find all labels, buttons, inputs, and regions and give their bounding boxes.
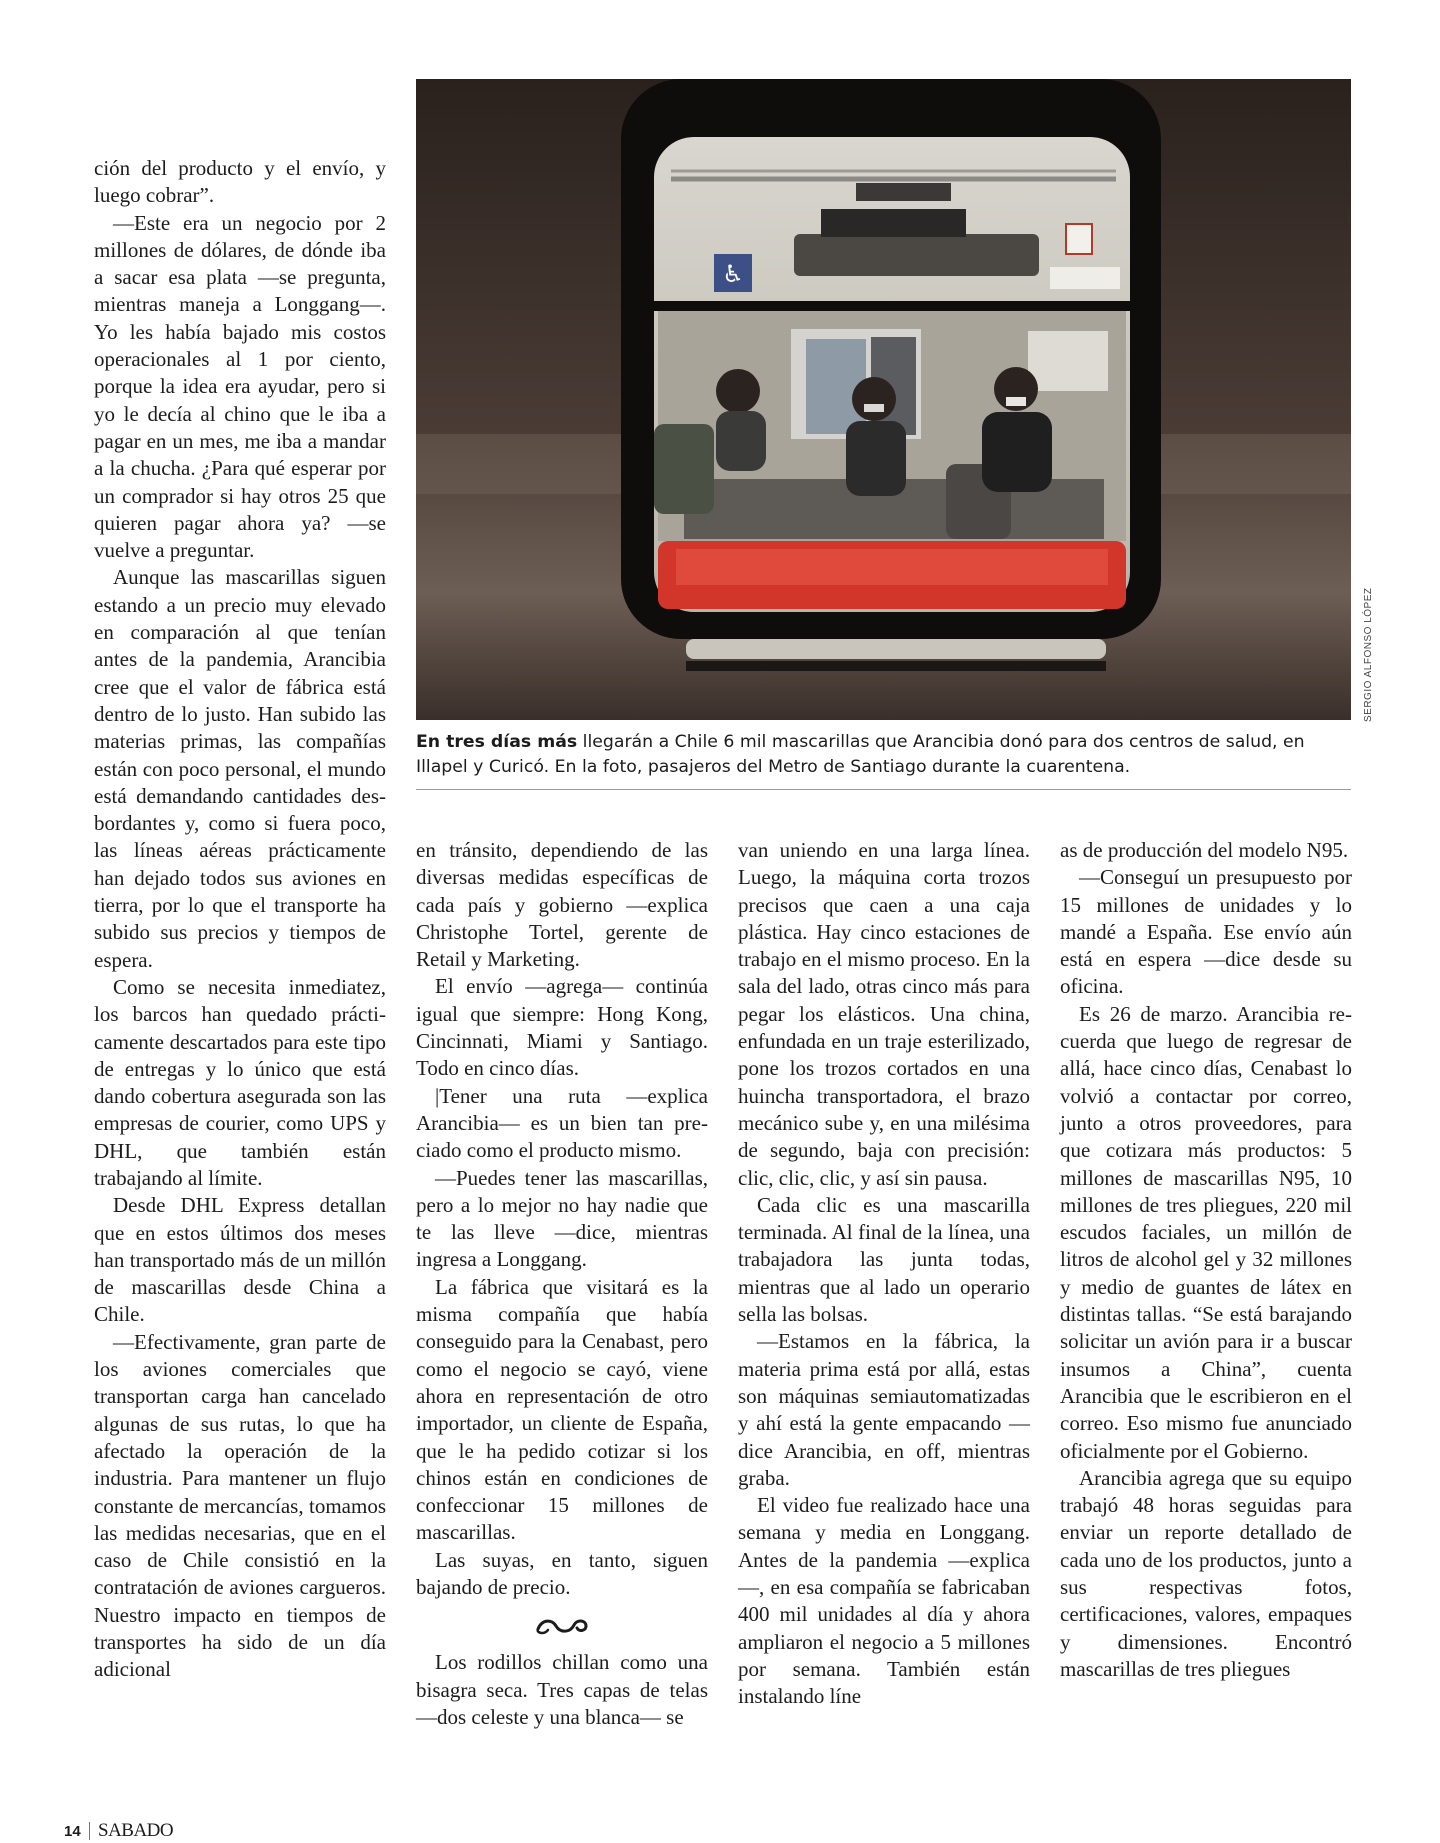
paragraph: Como se necesita inmediatez, los barcos han quedado prácticamente descartados para este tipo de entregas y lo único que está dando cobertura asegurada son las empresas de courier, como UPS y DHL, que también están trabajando al límite. [94,974,386,1190]
paragraph: —Efectivamente, gran parte de los aviones comerciales que transportan carga han cancelado algunas de sus rutas, lo que ha afectado la operación de la industria. Para mantener un flujo constante de mercancías, tomamos las medidas necesarias, que en el caso de Chile consistió en la contratación de aviones cargueros. Nuestro impacto en tiempos de transportes ha sido de un día adicional [94,1329,386,1682]
paragraph: Desde DHL Express detallan que en estos últimos dos meses han transportado más de un millón de mascarillas desde China a Chile. [94,1193,386,1327]
paragraph: |Tener una ruta —explica Arancibia— es un bien tan preciado como el producto mismo. [416,1083,708,1163]
paragraph: as de producción del modelo N95. [1060,838,1349,862]
page-number: 14 [64,1823,81,1840]
paragraph: Cada clic es una mascarilla terminada. Al final de la línea, una trabajadora las junta todas, mientras que al lado un operario sella las bolsas. [738,1192,1030,1327]
paragraph: La fábrica que visitará es la misma compañía que había conseguido para la Cenabast, pero como el negocio se cayó, viene ahora en representación de otro importador, un cliente de España, que le ha pedido cotizar si los chinos están en condiciones de confeccionar 15 millones de mascarillas. [416,1274,708,1545]
paragraph: —Este era un negocio por 2 millones de dólares, de dónde iba a sacar esa plata —se pregunta, mientras maneja a Longgang—. Yo les había bajado mis costos operacionales al 1 por ciento, porque la idea era ayudar, pero si yo le decía al chino que le iba a pagar en un mes, me iba a mandar a la chucha. ¿Para qué esperar por un comprador si hay otros 25 que quieren pagar ahora ya? —se vuelve a preguntar. [94,210,386,563]
article-column-3 [738,837,1030,1711]
svg-text:♿: ♿ [722,260,744,288]
paragraph: El envío —agrega— continúa igual que siempre: Hong Kong, Cincinnati, Miami y Santiago. Todo en cinco días. [416,974,708,1081]
photo-credit: SERGIO ALFONSO LÓPEZ [1363,587,1374,722]
paragraph: —Estamos en la fábrica, la materia prima está por allá, estas son máquinas semiautomatizadas y ahí está la gente empacando —dice Arancibia, en off, mientras graba. [738,1329,1030,1490]
paragraph: Arancibia agrega que su equipo trabajó 48 horas seguidas para enviar un reporte detallado de cada uno de los productos, junto a sus respectivas fotos, certificaciones, valores, empaques y dimensiones. Encontró mascarillas de tres pliegues [1060,1465,1352,1681]
section-ornament-icon [416,1615,708,1637]
paragraph: en tránsito, dependiendo de las diversas medidas específicas de cada país y gobierno —explica Christophe Tortel, gerente de Retail y Marketing. [416,838,708,972]
article-column-1 [94,155,386,1684]
magazine-logo: SABADO [98,1820,174,1841]
paragraph: Aunque las mascarillas siguen estando a un precio muy elevado en comparación al que tenían antes de la pandemia, Arancibia cree que el valor de fábrica está dentro de lo justo. Han subido las materias primas, las compañías están con poco personal, el mundo está demandando cantidades desbordantes y, como si fuera poco, las líneas aéreas prácticamente han dejado todos sus aviones en tierra, por lo que el transporte ha subido sus precios y tiempos de espera. [94,565,386,972]
metro-photo [416,79,1351,720]
paragraph: —Puedes tener las mascarillas, pero a lo mejor no hay nadie que te las lleve —dice, mientras ingresa a Longgang. [416,1165,708,1272]
paragraph: El video fue realizado hace una semana y media en Longgang. Antes de la pandemia —explica—, en esa compañía se fabricaban 400 mil unidades al día y ahora ampliaron el negocio a 5 millones por semana. También están instalando líne [738,1493,1030,1709]
paragraph: —Conseguí un presupuesto por 15 millones de unidades y lo mandé a España. Ese envío aún está en espera —dice desde su oficina. [1060,865,1352,999]
article-column-4 [1060,837,1352,1683]
caption-lead: En tres días más [416,732,578,752]
paragraph: ción del producto y el envío, y luego cobrar”. [94,156,386,208]
paragraph: Es 26 de marzo. Arancibia recuerda que luego de regresar de allá, hace cinco días, Cenabast lo volvió a contactar por correo, junto a otros proveedores, para que cotizara más productos: 5 millones de mascarillas N95, 10 millones de tres pliegues, 220 mil escudos faciales, un millón de litros de alcohol gel y 32 millones y medio de guantes de látex en distintas tallas. “Se está barajando solicitar un avión para ir a buscar insumos a China”, cuenta Arancibia que le escribieron en el correo. Eso mismo fue anunciado oficialmente por el Gobierno. [1060,1001,1352,1463]
caption-divider [416,789,1351,790]
footer-divider [89,1822,90,1840]
caption-text: llegarán a Chile 6 mil mascarillas que Arancibia donó para dos centros de salud, en Illapel y Curicó. En la foto, pasajeros del Metro de Santiago durante la cuarentena. [416,732,1305,777]
paragraph: Las suyas, en tanto, siguen bajando de precio. [416,1547,708,1600]
paragraph: Los rodillos chillan como una bisagra seca. Tres capas de telas —dos celeste y una blanca— se [416,1650,708,1729]
photo-caption [416,730,1351,780]
paragraph: van uniendo en una larga línea. Luego, la máquina corta trozos precisos que caen a una caja plástica. Hay cinco estaciones de trabajo en el mismo proceso. En la sala del lado, otras cinco más para pegar los elásticos. Una china, enfundada en un traje esterilizado, pone los trozos cortados en una huincha transportadora, el brazo mecánico sube y, en una milésima de segundo, baja con precisión: clic, clic, clic, y así sin pausa. [738,838,1030,1190]
article-column-2 [416,837,708,1731]
